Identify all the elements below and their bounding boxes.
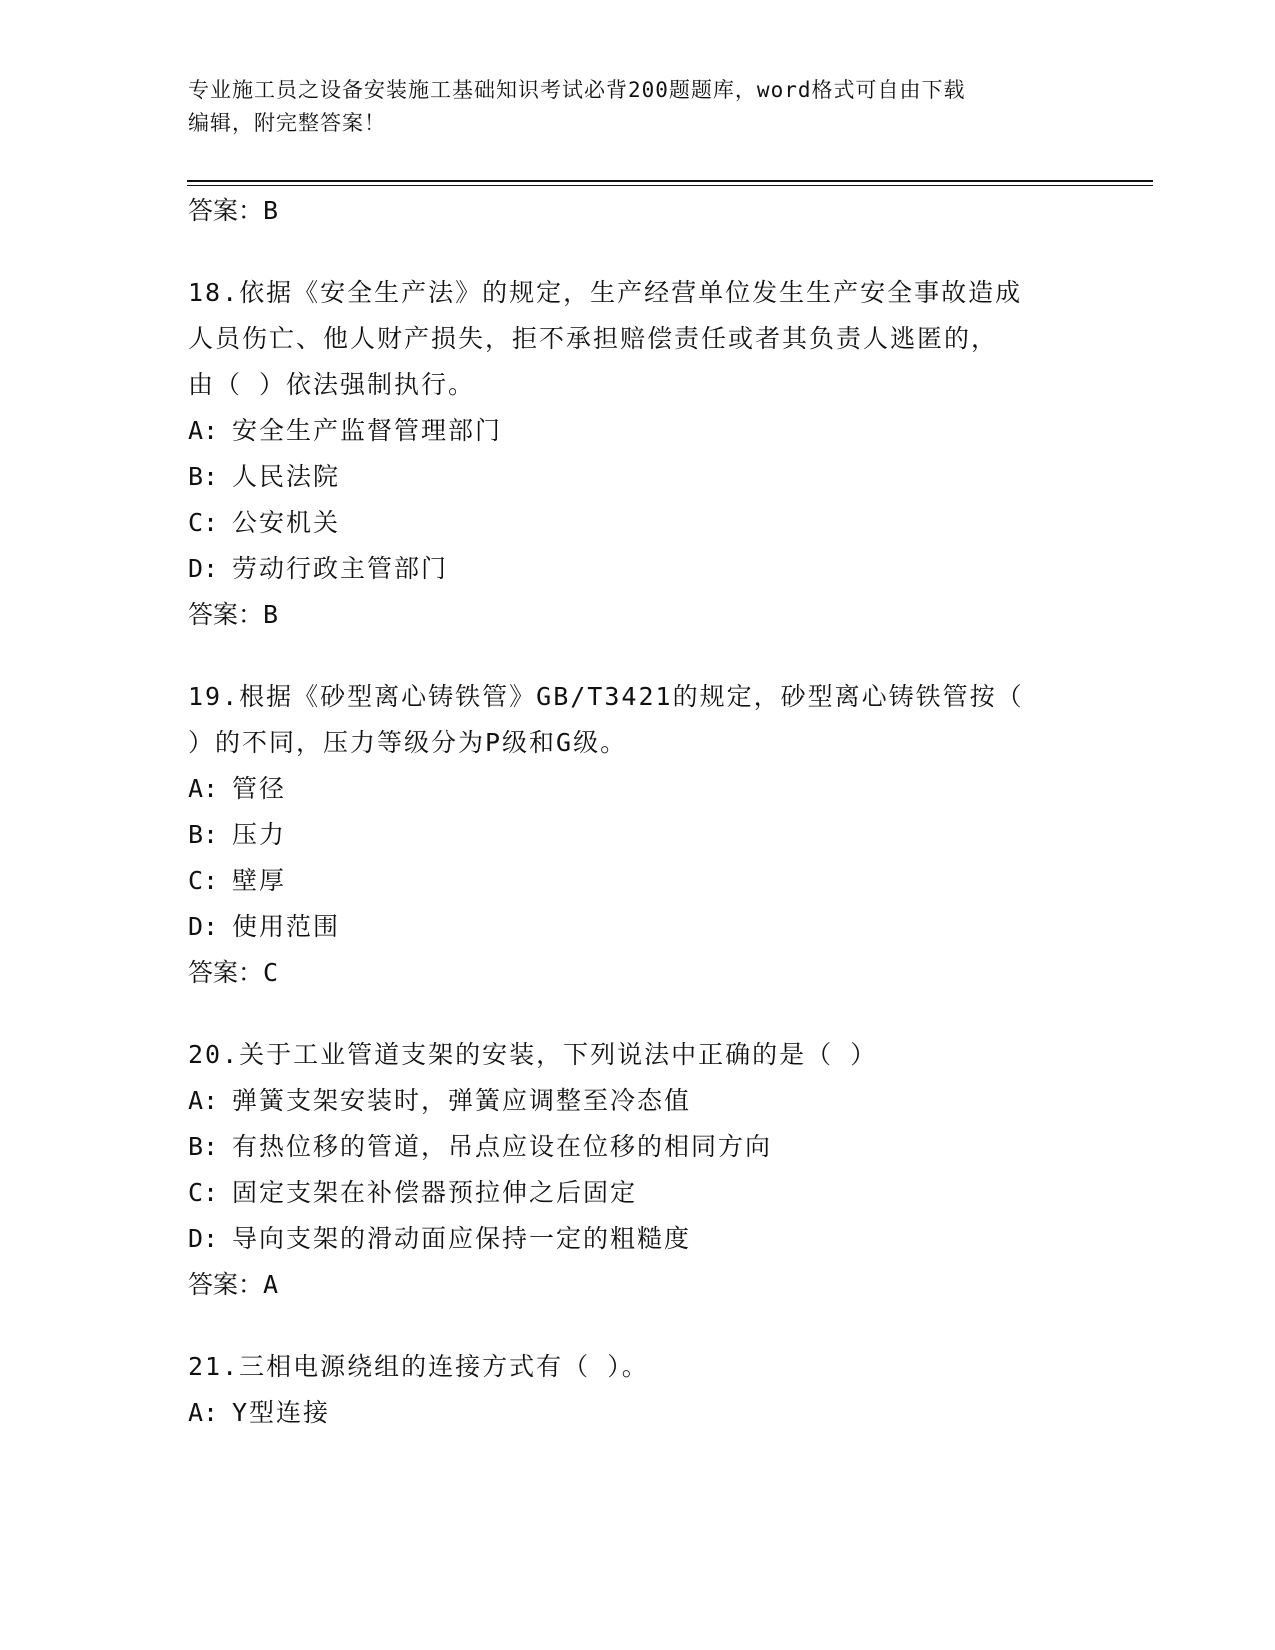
question-text-line: 20.关于工业管道支架的安装，下列说法中正确的是（ ） <box>188 1040 878 1069</box>
answer-line <box>188 950 1088 996</box>
answer-value: A <box>263 1270 279 1299</box>
option-c <box>188 1170 1088 1216</box>
option-d <box>188 904 1088 950</box>
header-divider-thin <box>187 185 1153 186</box>
option-text: Y型连接 <box>232 1398 331 1427</box>
option-text: 公安机关 <box>232 508 341 537</box>
option-text: 使用范围 <box>232 912 341 941</box>
option-text: 有热位移的管道，吊点应设在位移的相同方向 <box>232 1132 773 1161</box>
answer-line <box>188 188 1088 234</box>
option-text: 固定支架在补偿器预拉伸之后固定 <box>232 1178 638 1207</box>
question-18 <box>188 270 1088 638</box>
option-a <box>188 766 1088 812</box>
option-text: 劳动行政主管部门 <box>232 554 449 583</box>
document-body <box>188 188 1088 1436</box>
option-label: D: <box>188 1224 219 1253</box>
header-divider <box>187 180 1153 182</box>
option-c <box>188 858 1088 904</box>
answer-label: 答案： <box>188 196 264 225</box>
option-b <box>188 454 1088 500</box>
question-19 <box>188 674 1088 996</box>
option-text: 导向支架的滑动面应保持一定的粗糙度 <box>232 1224 692 1253</box>
header-line-1: 专业施工员之设备安装施工基础知识考试必背200题题库，word格式可自由下载 <box>188 78 966 102</box>
option-label: A: <box>188 416 219 445</box>
option-c <box>188 500 1088 546</box>
option-label: C: <box>188 1178 219 1207</box>
option-label: A: <box>188 1398 219 1427</box>
option-a <box>188 1390 1088 1436</box>
option-text: 人民法院 <box>232 462 341 491</box>
option-text: 压力 <box>232 820 287 849</box>
option-label: B: <box>188 820 219 849</box>
option-text: 壁厚 <box>232 866 287 895</box>
option-label: D: <box>188 554 219 583</box>
option-label: B: <box>188 462 219 491</box>
option-label: D: <box>188 912 219 941</box>
answer-value: B <box>263 196 279 225</box>
option-text: 安全生产监督管理部门 <box>232 416 503 445</box>
option-text: 弹簧支架安装时，弹簧应调整至冷态值 <box>232 1086 692 1115</box>
answer-line <box>188 592 1088 638</box>
question-text-line: 由（ ）依法强制执行。 <box>188 370 476 399</box>
option-label: C: <box>188 866 219 895</box>
option-b <box>188 812 1088 858</box>
question-text-line: 人员伤亡、他人财产损失，拒不承担赔偿责任或者其负责人逃匿的， <box>188 324 999 353</box>
option-label: C: <box>188 508 219 537</box>
question-text-line: 21.三相电源绕组的连接方式有（ ）。 <box>188 1352 649 1381</box>
answer-value: B <box>263 600 279 629</box>
option-d <box>188 1216 1088 1262</box>
question-text-line: 18.依据《安全生产法》的规定，生产经营单位发生生产安全事故造成 <box>188 278 1023 307</box>
option-label: A: <box>188 774 219 803</box>
answer-label: 答案： <box>188 1270 264 1299</box>
header-line-2: 编辑，附完整答案！ <box>188 111 386 135</box>
answer-label: 答案： <box>188 958 264 987</box>
question-text-line: 19.根据《砂型离心铸铁管》GB/T3421的规定，砂型离心铸铁管按（ <box>188 682 1024 711</box>
option-label: B: <box>188 1132 219 1161</box>
question-21 <box>188 1344 1088 1436</box>
answer-line <box>188 1262 1088 1308</box>
option-label: A: <box>188 1086 219 1115</box>
question-20 <box>188 1032 1088 1308</box>
option-d <box>188 546 1088 592</box>
option-a <box>188 1078 1088 1124</box>
option-b <box>188 1124 1088 1170</box>
answer-value: C <box>263 958 279 987</box>
option-text: 管径 <box>232 774 287 803</box>
option-a <box>188 408 1088 454</box>
question-text-line: ）的不同，压力等级分为P级和G级。 <box>188 728 628 757</box>
document-header <box>188 74 1068 140</box>
answer-label: 答案： <box>188 600 264 629</box>
